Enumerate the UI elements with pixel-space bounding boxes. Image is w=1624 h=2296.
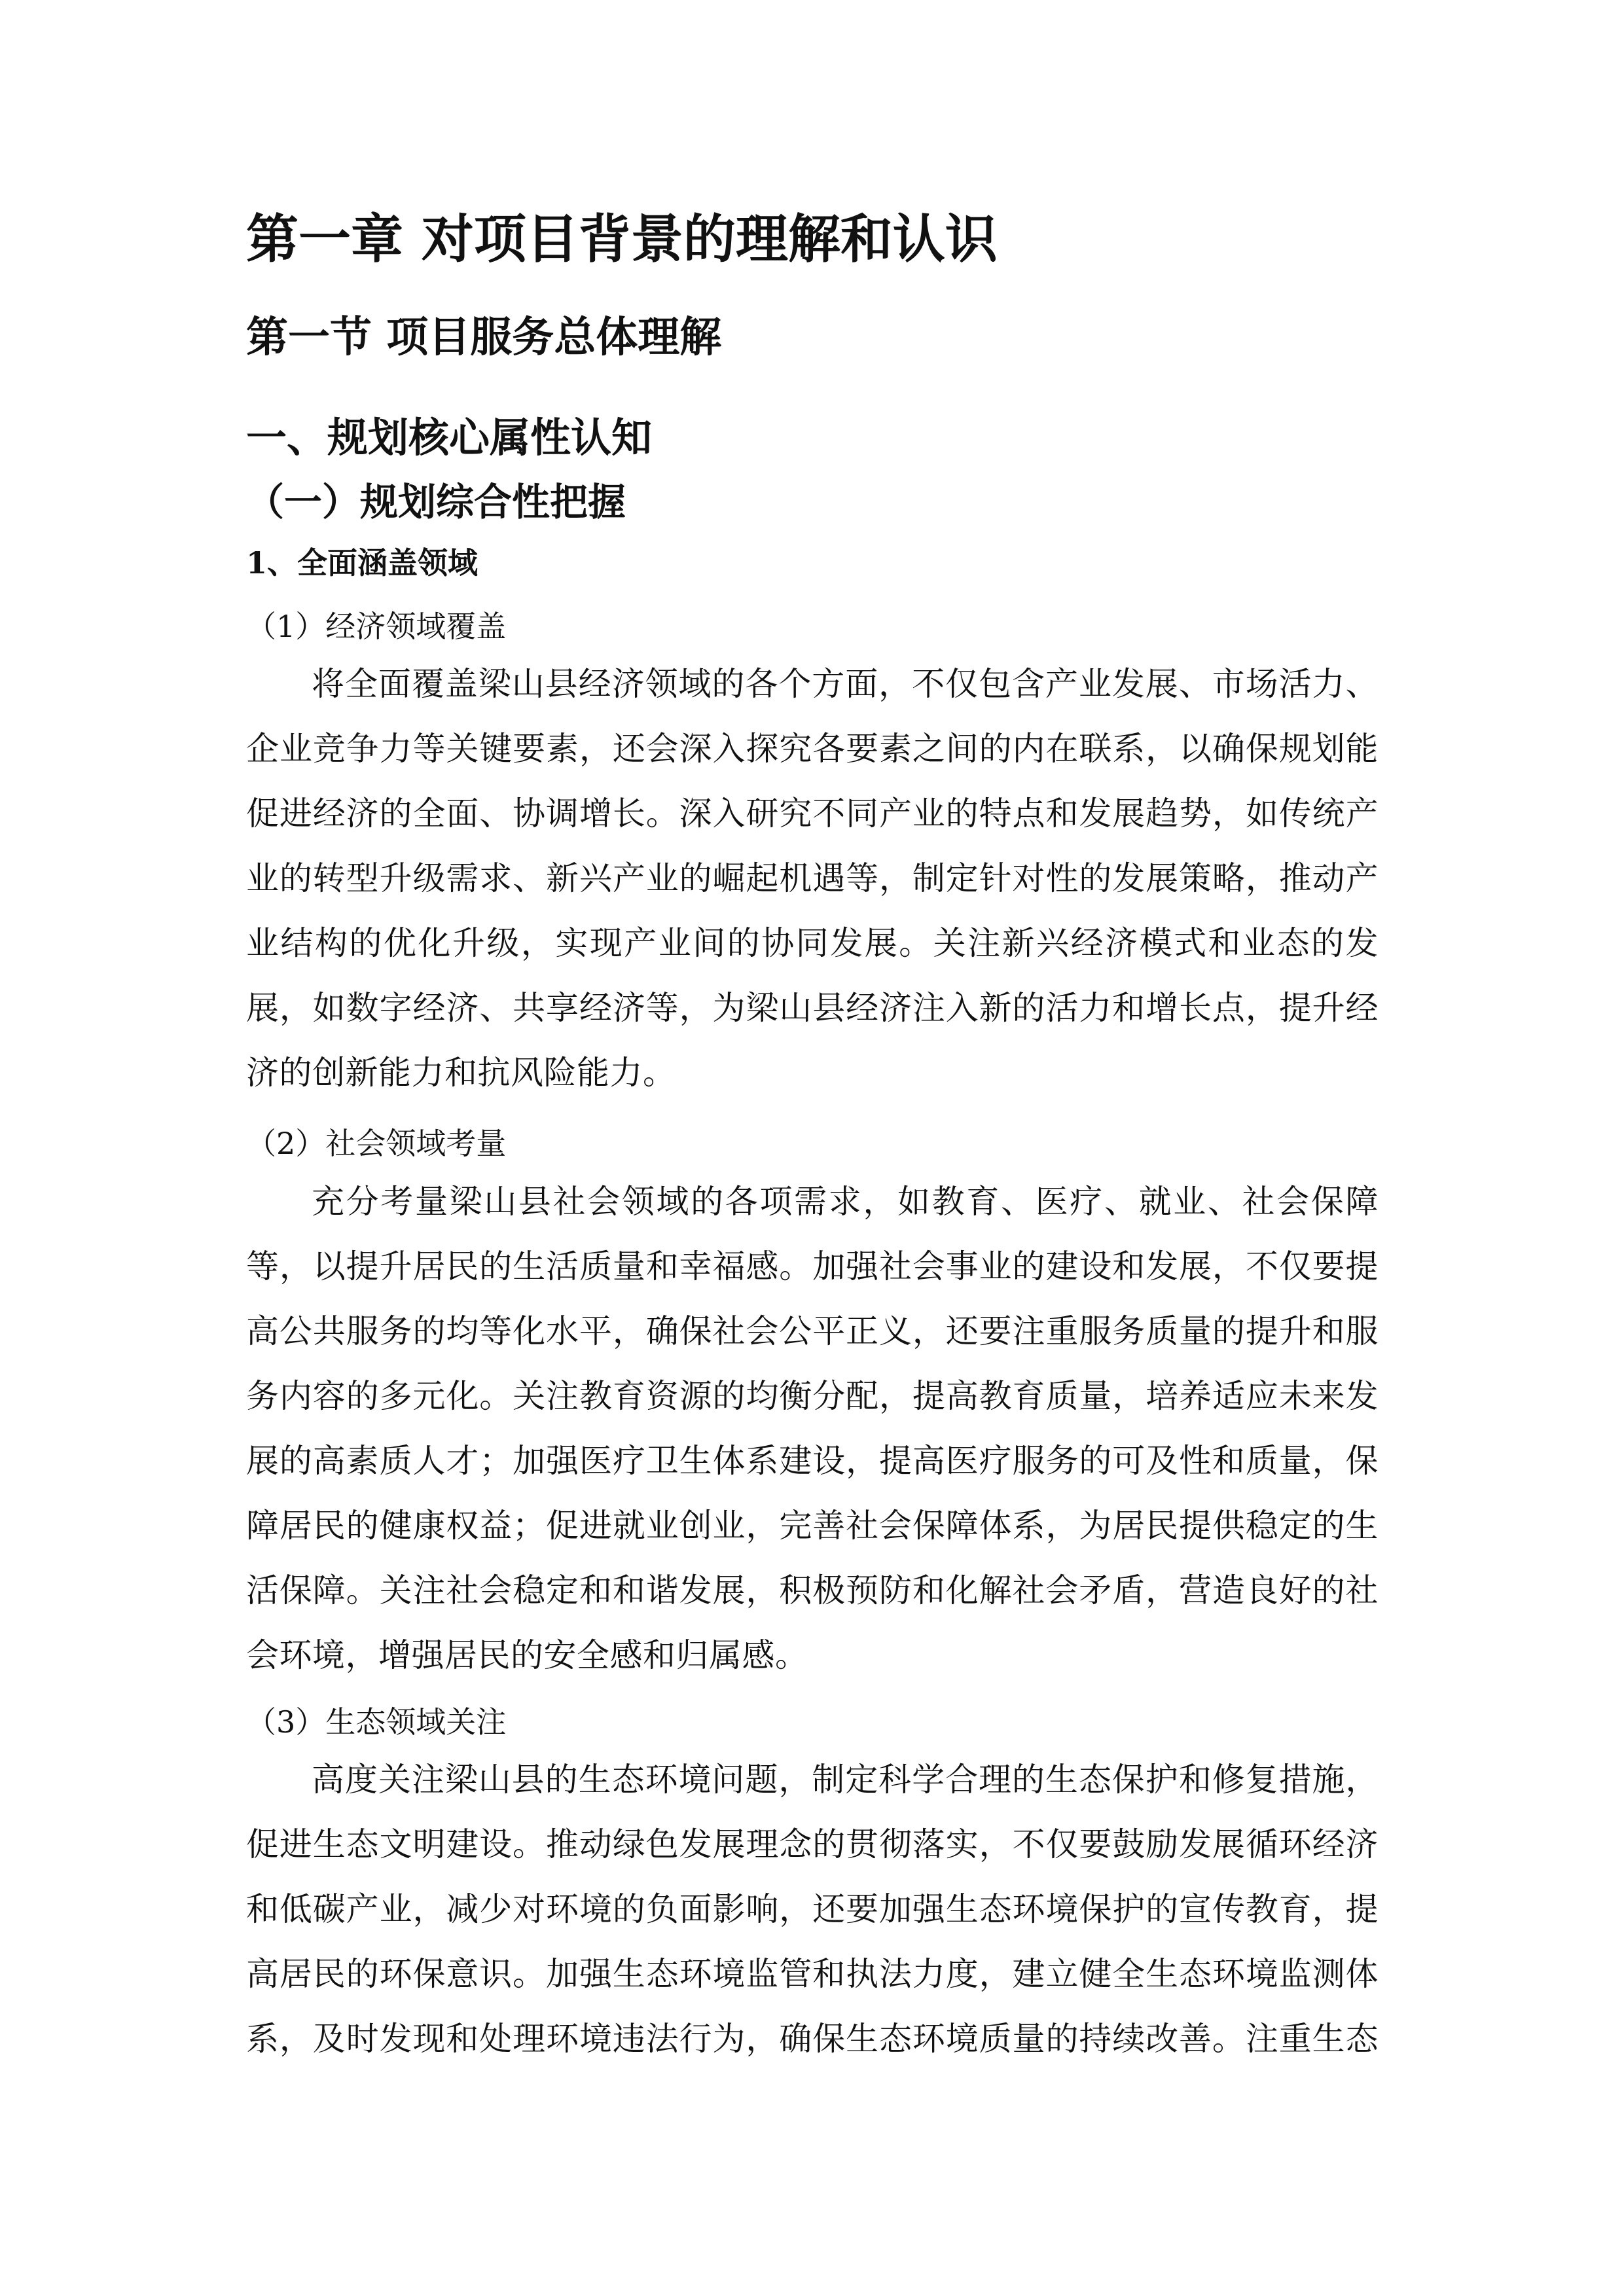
paragraph-line: 活保障。关注社会稳定和和谐发展，积极预防和化解社会矛盾，营造良好的社 [246, 1571, 1379, 1609]
paragraph-line: 展，如数字经济、共享经济等，为梁山县经济注入新的活力和增长点，提升经 [246, 989, 1379, 1027]
paragraph-line: 展的高素质人才；加强医疗卫生体系建设，提高医疗服务的可及性和质量，保 [246, 1442, 1379, 1480]
paragraph-economy [246, 652, 1379, 1105]
paragraph-line: 系，及时发现和处理环境违法行为，确保生态环境质量的持续改善。注重生态 [246, 2020, 1379, 2058]
subsection-title-economy: （1）经济领域覆盖 [246, 609, 507, 644]
paragraph-line: 业的转型升级需求、新兴产业的崛起机遇等，制定针对性的发展策略，推动产 [246, 859, 1379, 897]
paragraph-line: 等，以提升居民的生活质量和幸福感。加强社会事业的建设和发展，不仅要提 [246, 1247, 1379, 1285]
paragraph-ecology [246, 1748, 1379, 2072]
paragraph-line: 企业竞争力等关键要素，还会深入探究各要素之间的内在联系，以确保规划能 [246, 730, 1379, 768]
paragraph-line: 将全面覆盖梁山县经济领域的各个方面，不仅包含产业发展、市场活力、 [312, 665, 1379, 703]
paragraph-society [246, 1170, 1379, 1688]
paragraph-line: 和低碳产业，减少对环境的负面影响，还要加强生态环境保护的宣传教育，提 [246, 1890, 1379, 1928]
paragraph-line: 充分考量梁山县社会领域的各项需求，如教育、医疗、就业、社会保障 [312, 1183, 1379, 1221]
paragraph-line: 促进经济的全面、协调增长。深入研究不同产业的特点和发展趋势，如传统产 [246, 795, 1379, 833]
paragraph-line: 务内容的多元化。关注教育资源的均衡分配，提高教育质量，培养适应未来发 [246, 1377, 1379, 1415]
paragraph-line: 会环境，增强居民的安全感和归属感。 [246, 1636, 808, 1674]
heading-2: （一）规划综合性把握 [246, 480, 626, 524]
heading-3: 1、全面涵盖领域 [246, 545, 478, 581]
paragraph-line: 高度关注梁山县的生态环境问题，制定科学合理的生态保护和修复措施， [312, 1761, 1379, 1799]
subsection-title-society: （2）社会领域考量 [246, 1126, 507, 1161]
heading-1: 一、规划核心属性认知 [246, 414, 653, 461]
paragraph-line: 高公共服务的均等化水平，确保社会公平正义，还要注重服务质量的提升和服 [246, 1312, 1379, 1350]
subsection-title-ecology: （3）生态领域关注 [246, 1704, 507, 1740]
paragraph-line: 业结构的优化升级，实现产业间的协同发展。关注新兴经济模式和业态的发 [246, 924, 1379, 962]
section-title: 第一节 项目服务总体理解 [246, 314, 722, 362]
paragraph-line: 高居民的环保意识。加强生态环境监管和执法力度，建立健全生态环境监测体 [246, 1955, 1379, 1993]
paragraph-line: 障居民的健康权益；促进就业创业，完善社会保障体系，为居民提供稳定的生 [246, 1507, 1379, 1545]
paragraph-line: 促进生态文明建设。推动绿色发展理念的贯彻落实，不仅要鼓励发展循环经济 [246, 1825, 1379, 1863]
paragraph-line: 济的创新能力和抗风险能力。 [246, 1054, 676, 1092]
chapter-title: 第一章 对项目背景的理解和认识 [246, 209, 998, 270]
